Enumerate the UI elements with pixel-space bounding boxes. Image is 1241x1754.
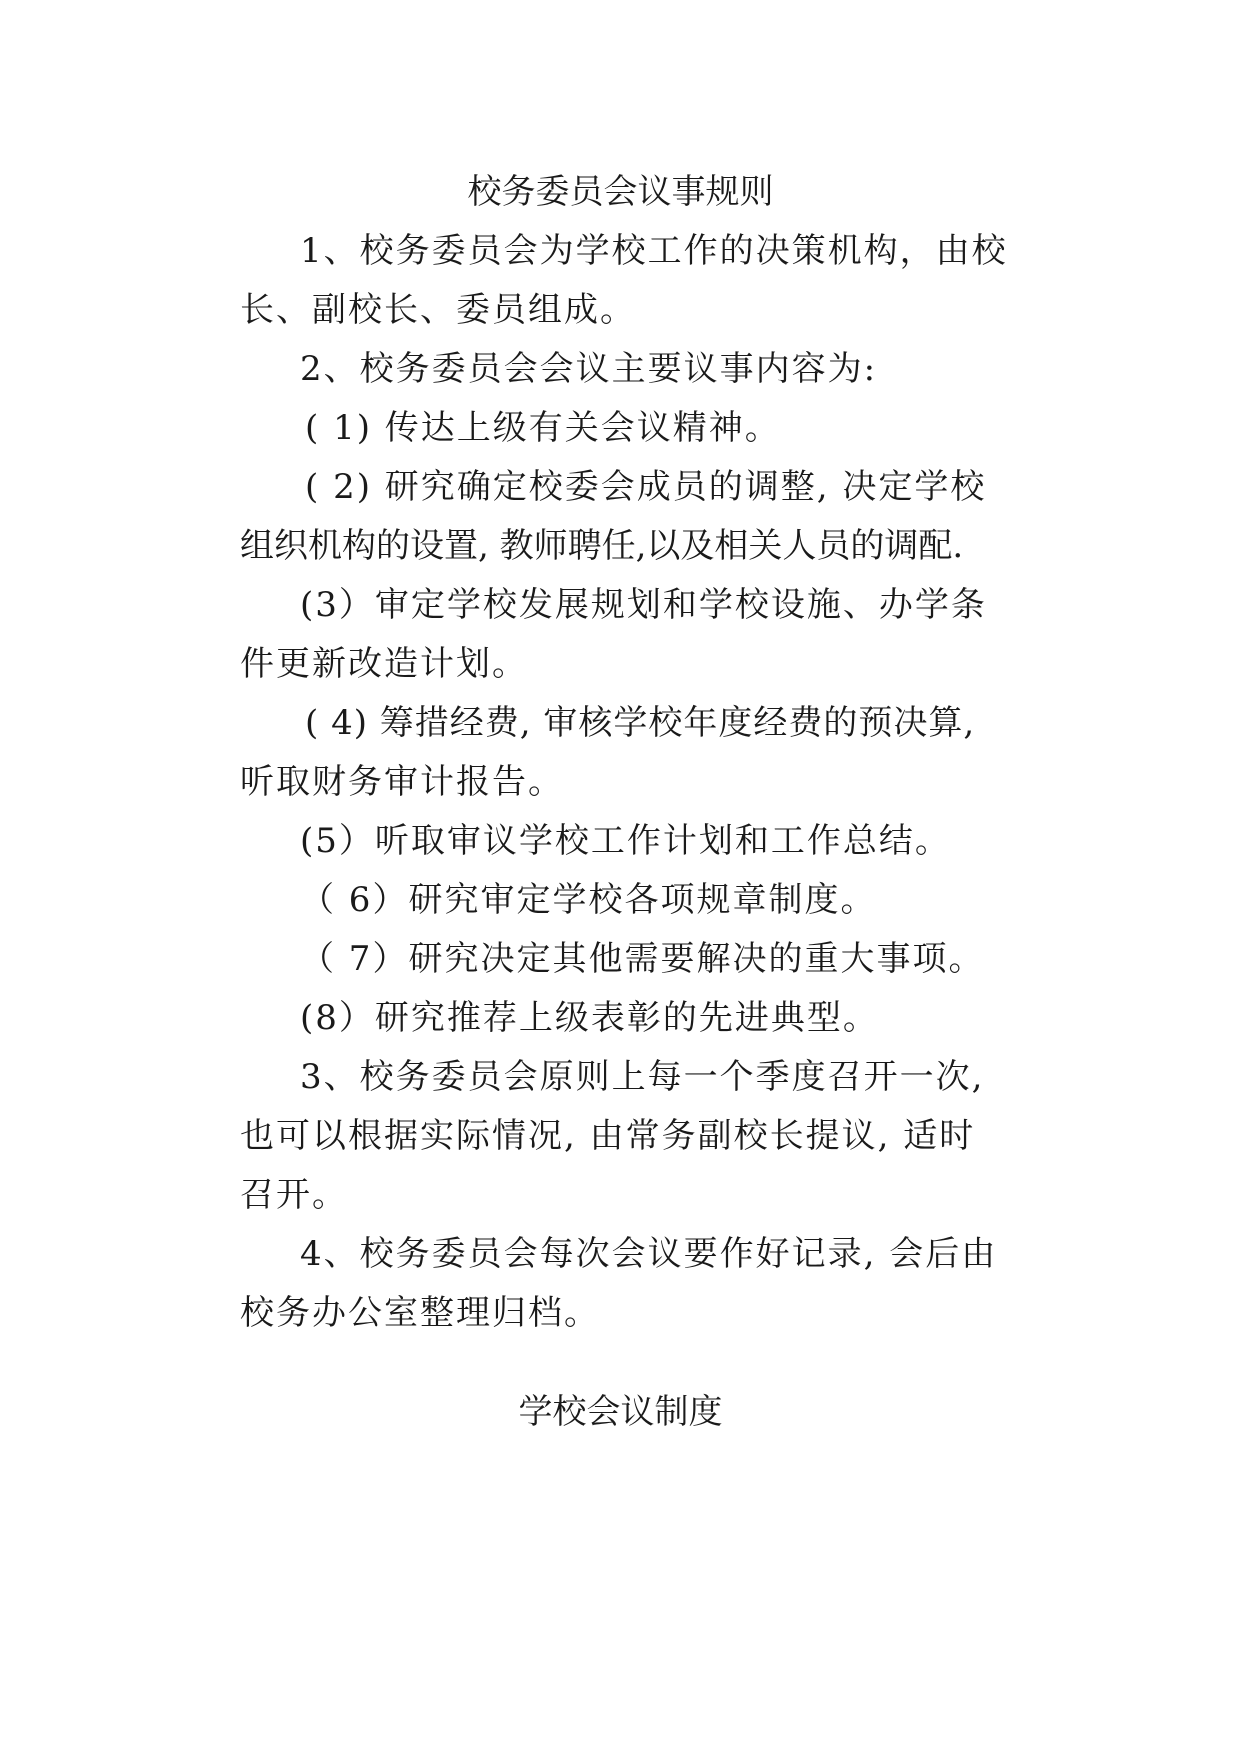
section-title-rules: 校务委员会议事规则 [467, 172, 774, 212]
item-7-line-1: （ 7）研究决定其他需要解决的重大事项。 [300, 939, 985, 979]
paragraph-4-line-2: 校务办公室整理归档。 [240, 1293, 600, 1333]
item-5-line-1: (5）听取审议学校工作计划和工作总结。 [300, 821, 951, 861]
paragraph-3-line-1: 3、校务委员会原则上每一个季度召开一次, [300, 1057, 985, 1097]
item-1-line-1: ( 1) 传达上级有关会议精神。 [305, 408, 781, 448]
item-2-line-2: 组织机构的设置, 教师聘任,以及相关人员的调配. [240, 526, 964, 566]
item-4-line-1: ( 4) 筹措经费, 审核学校年度经费的预决算, [305, 703, 976, 743]
paragraph-4-line-1: 4、校务委员会每次会议要作好记录, 会后由 [300, 1234, 998, 1274]
item-4-line-2: 听取财务审计报告。 [240, 762, 564, 802]
paragraph-3-line-2: 也可以根据实际情况, 由常务副校长提议, 适时 [240, 1116, 976, 1156]
item-6-line-1: （ 6）研究审定学校各项规章制度。 [300, 880, 877, 920]
item-3-line-2: 件更新改造计划。 [240, 644, 528, 684]
paragraph-2-line-1: 2、校务委员会会议主要议事内容为: [300, 349, 878, 389]
item-2-line-1: ( 2) 研究确定校委会成员的调整, 决定学校 [305, 467, 987, 507]
paragraph-3-line-3: 召开。 [240, 1175, 348, 1215]
paragraph-1-line-2: 长、副校长、委员组成。 [240, 290, 636, 330]
item-8-line-1: (8）研究推荐上级表彰的先进典型。 [300, 998, 879, 1038]
item-3-line-1: (3）审定学校发展规划和学校设施、办学条 [300, 585, 987, 625]
section-title-meeting-system: 学校会议制度 [518, 1392, 723, 1432]
paragraph-1-line-1: 1、校务委员会为学校工作的决策机构，由校 [300, 231, 1008, 271]
